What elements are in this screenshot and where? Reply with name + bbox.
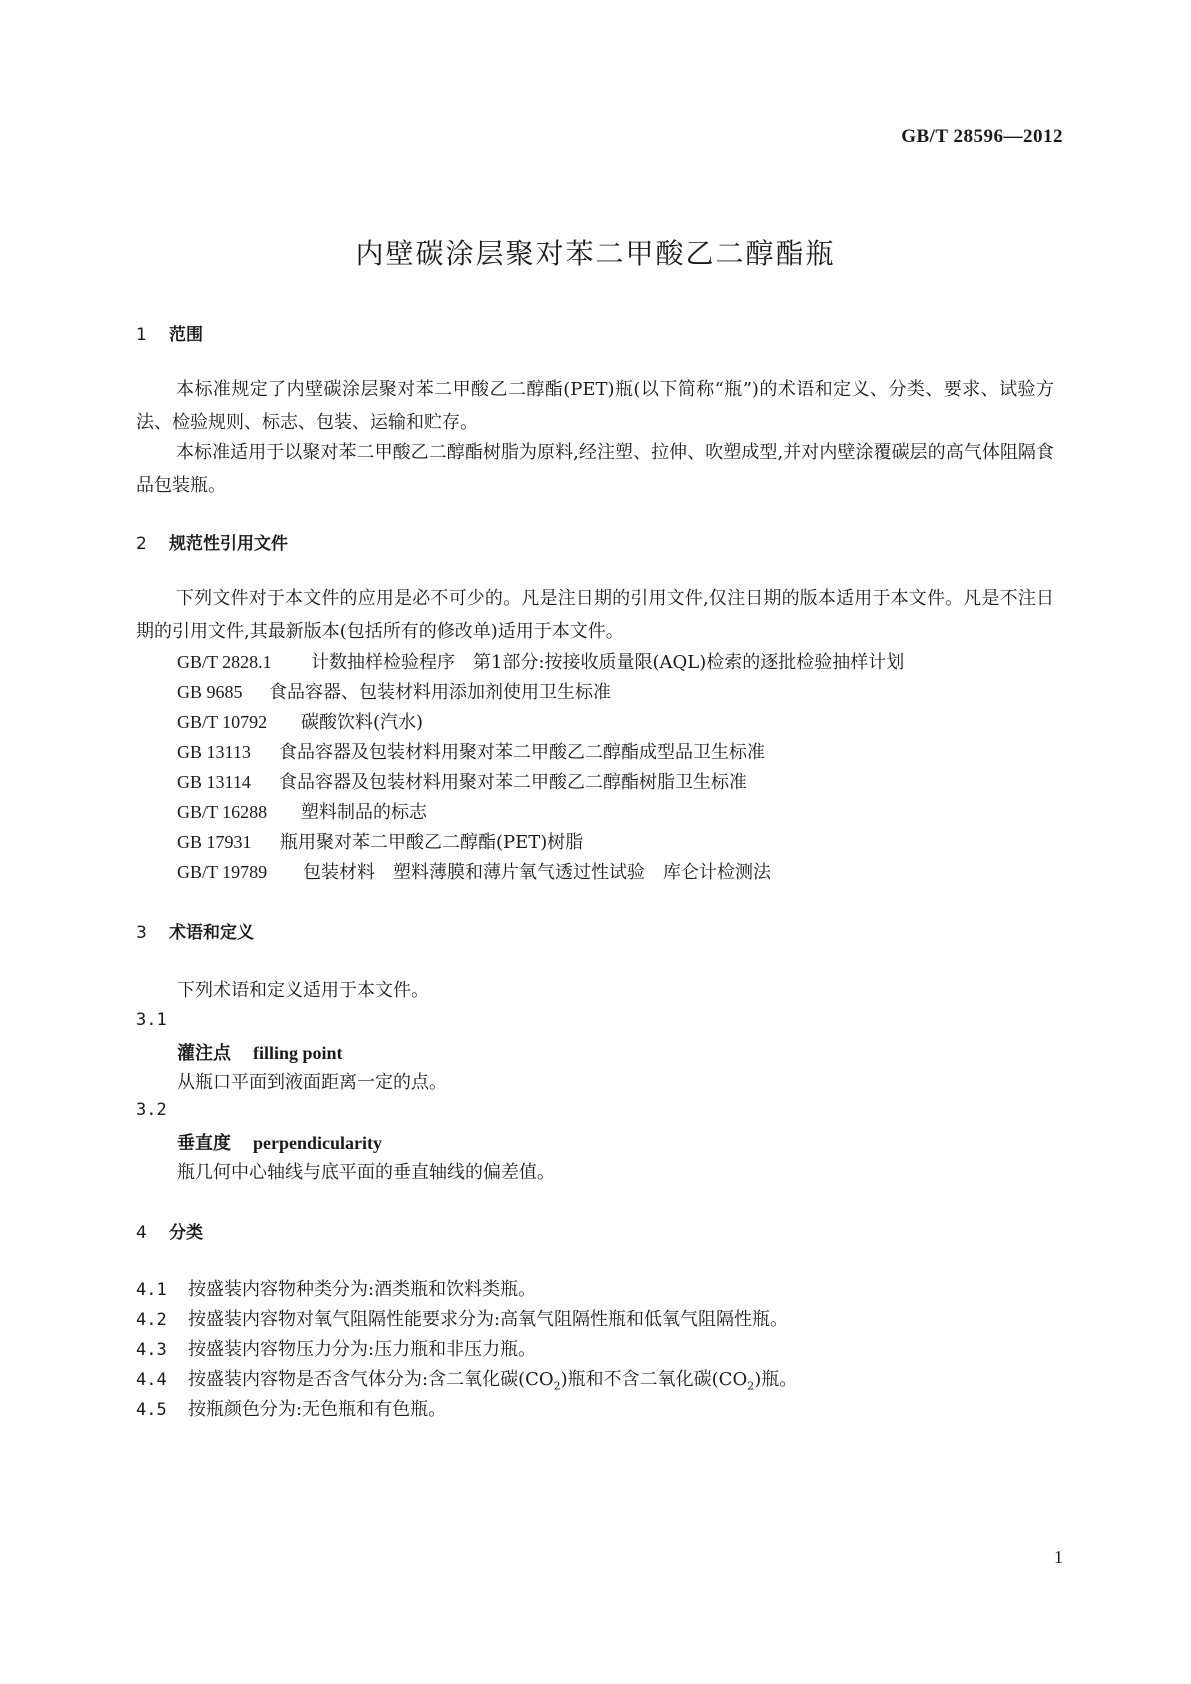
clause-item	[136, 1365, 797, 1393]
section-number: 4	[136, 1223, 147, 1243]
reference-item	[177, 828, 583, 854]
section-1-paragraph-2: 本标准适用于以聚对苯二甲酸乙二醇酯树脂为原料,经注塑、拉伸、吹塑成型,并对内壁涂覆碳层的高气体阻隔食品包装瓶。	[136, 442, 1054, 496]
reference-item	[177, 798, 427, 824]
clause-text: 按盛装内容物种类分为:酒类瓶和饮料类瓶。	[188, 1279, 537, 1300]
clause-text	[188, 1369, 798, 1393]
term-number: 3.2	[136, 1100, 167, 1120]
term-english: perpendicularity	[253, 1133, 382, 1153]
clause-text-part: )瓶。	[754, 1369, 798, 1390]
reference-code: GB 13114	[177, 772, 251, 792]
reference-item	[177, 708, 423, 734]
section-2-heading	[136, 529, 288, 554]
subscript-2: 2	[747, 1379, 755, 1393]
reference-title: 计数抽样检验程序 第1部分:按接收质量限(AQL)检索的逐批检验抽样计划	[311, 652, 905, 673]
reference-code: GB 17931	[177, 832, 252, 852]
clause-item	[136, 1305, 788, 1331]
page-number: 1	[1054, 1547, 1063, 1567]
document-code: GB/T 28596—2012	[901, 126, 1063, 147]
section-4-heading	[136, 1218, 203, 1243]
reference-code: GB/T 16288	[177, 802, 268, 822]
reference-item	[177, 738, 765, 764]
subscript-2: 2	[553, 1379, 561, 1393]
reference-title: 包装材料 塑料薄膜和薄片氧气透过性试验 库仑计检测法	[303, 862, 771, 883]
clause-text: 按盛装内容物对氧气阻隔性能要求分为:高氧气阻隔性瓶和低氧气阻隔性瓶。	[188, 1309, 789, 1330]
term-chinese: 灌注点	[177, 1043, 231, 1064]
section-number: 2	[136, 534, 147, 554]
section-title: 规范性引用文件	[169, 534, 288, 554]
reference-title: 食品容器及包装材料用聚对苯二甲酸乙二醇酯成型品卫生标准	[279, 742, 765, 763]
reference-title: 塑料制品的标志	[301, 802, 427, 823]
clause-number: 4.5	[136, 1400, 167, 1420]
clause-number: 4.4	[136, 1370, 167, 1390]
section-3-intro: 下列术语和定义适用于本文件。	[177, 980, 429, 1001]
reference-item	[177, 678, 611, 704]
clause-text: 按瓶颜色分为:无色瓶和有色瓶。	[188, 1399, 447, 1420]
clause-item	[136, 1275, 536, 1301]
term-definition: 瓶几何中心轴线与底平面的垂直轴线的偏差值。	[177, 1162, 555, 1183]
section-number: 1	[136, 325, 147, 345]
reference-item	[177, 858, 771, 884]
reference-code: GB 9685	[177, 682, 243, 702]
section-3-heading	[136, 918, 254, 943]
section-title: 分类	[169, 1223, 203, 1243]
clause-item	[136, 1395, 446, 1421]
reference-code: GB 13113	[177, 742, 251, 762]
clause-item	[136, 1335, 536, 1361]
reference-title: 碳酸饮料(汽水)	[301, 712, 424, 733]
term-chinese: 垂直度	[177, 1133, 231, 1154]
reference-code: GB/T 10792	[177, 712, 268, 732]
reference-item	[177, 768, 747, 794]
reference-title: 食品容器、包装材料用添加剂使用卫生标准	[269, 682, 611, 703]
reference-title: 瓶用聚对苯二甲酸乙二醇酯(PET)树脂	[280, 832, 584, 853]
clause-number: 4.1	[136, 1280, 167, 1300]
clause-text-part: 按盛装内容物是否含气体分为:含二氧化碳(CO	[188, 1369, 554, 1390]
reference-title: 食品容器及包装材料用聚对苯二甲酸乙二醇酯树脂卫生标准	[279, 772, 747, 793]
term-heading	[177, 1129, 382, 1155]
term-heading	[177, 1039, 343, 1065]
reference-item	[177, 648, 904, 674]
clause-number: 4.3	[136, 1340, 167, 1360]
clause-number: 4.2	[136, 1310, 167, 1330]
term-english: filling point	[253, 1043, 343, 1063]
term-definition: 从瓶口平面到液面距离一定的点。	[177, 1072, 447, 1093]
term-number: 3.1	[136, 1010, 167, 1030]
reference-code: GB/T 2828.1	[177, 652, 272, 672]
clause-text-part: )瓶和不含二氧化碳(CO	[560, 1369, 748, 1390]
section-1-heading	[136, 320, 203, 345]
clause-text: 按盛装内容物压力分为:压力瓶和非压力瓶。	[188, 1339, 537, 1360]
section-title: 术语和定义	[169, 923, 254, 943]
section-2-intro: 下列文件对于本文件的应用是必不可少的。凡是注日期的引用文件,仅注日期的版本适用于本文件。凡是不注日期的引用文件,其最新版本(包括所有的修改单)适用于本文件。	[136, 588, 1054, 642]
section-number: 3	[136, 923, 147, 943]
document-title: 内壁碳涂层聚对苯二甲酸乙二醇酯瓶	[355, 237, 836, 270]
section-1-paragraph-1: 本标准规定了内壁碳涂层聚对苯二甲酸乙二醇酯(PET)瓶(以下简称“瓶”)的术语和定义、分类、要求、试验方法、检验规则、标志、包装、运输和贮存。	[136, 379, 1054, 433]
reference-code: GB/T 19789	[177, 862, 268, 882]
section-title: 范围	[169, 325, 203, 345]
